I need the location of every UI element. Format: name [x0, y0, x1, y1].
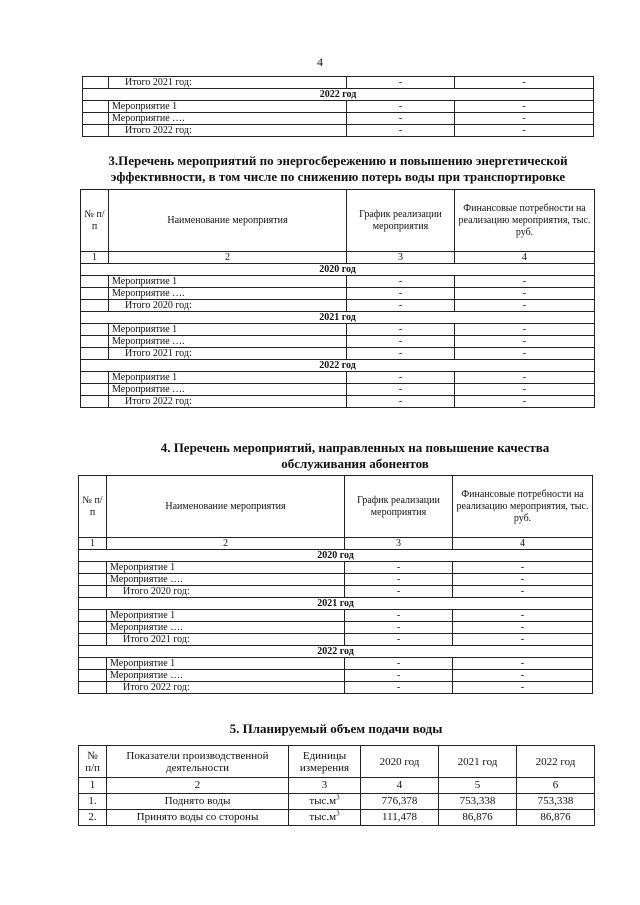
- row-num: [81, 324, 109, 336]
- unit-sup: 3: [336, 809, 340, 818]
- section-5-title: 5. Планируемый объем подачи воды: [229, 721, 443, 736]
- year-label: 2021 год: [81, 312, 595, 324]
- row-label: Мероприятие ….: [109, 288, 347, 300]
- row-num: [79, 622, 107, 634]
- col-number: 1: [81, 252, 109, 264]
- year-label: 2020 год: [81, 264, 595, 276]
- row-indicator: Принято воды со стороны: [107, 810, 289, 826]
- row-num: [81, 288, 109, 300]
- row-finance: -: [453, 574, 593, 586]
- col-indicator-header: Показатели производственной деятельности: [107, 746, 289, 778]
- col-2020-header: 2020 год: [361, 746, 439, 778]
- row-label: Мероприятие 1: [109, 324, 347, 336]
- year-label: 2022 год: [81, 360, 595, 372]
- row-num: [79, 634, 107, 646]
- row-num: [83, 101, 109, 113]
- col-number: 2: [107, 778, 289, 794]
- row-finance: -: [453, 586, 593, 598]
- row-label: Мероприятие 1: [109, 276, 347, 288]
- table-row: [79, 670, 593, 682]
- row-schedule: -: [345, 670, 453, 682]
- table-row: [81, 384, 595, 396]
- row-num: [81, 372, 109, 384]
- year-group-row: [81, 360, 595, 372]
- table-row: [81, 324, 595, 336]
- row-label: Итого 2021 год:: [109, 348, 347, 360]
- row-finance: -: [453, 682, 593, 694]
- row-finance: -: [453, 622, 593, 634]
- row-num: [79, 682, 107, 694]
- row-schedule: -: [345, 658, 453, 670]
- row-unit: [289, 810, 361, 826]
- row-value-2020: 111,478: [361, 810, 439, 826]
- table-row: [81, 336, 595, 348]
- page-number: 4: [317, 55, 323, 69]
- row-finance: -: [453, 610, 593, 622]
- row-label: Итого 2020 год:: [109, 300, 347, 312]
- row-schedule: -: [345, 610, 453, 622]
- year-group-row: [81, 264, 595, 276]
- year-label: 2021 год: [79, 598, 593, 610]
- year-group-row: [81, 312, 595, 324]
- water-supply-table: [78, 745, 595, 826]
- row-finance: -: [455, 324, 595, 336]
- row-label: Итого 2021 год:: [109, 77, 347, 89]
- row-label: Итого 2022 год:: [109, 125, 347, 137]
- row-schedule: -: [347, 300, 455, 312]
- row-value-2022: 753,338: [517, 794, 595, 810]
- col-2022-header: 2022 год: [517, 746, 595, 778]
- row-schedule: -: [345, 622, 453, 634]
- row-num: [79, 610, 107, 622]
- row-schedule: -: [345, 634, 453, 646]
- row-num: [83, 125, 109, 137]
- row-num: [83, 77, 109, 89]
- row-schedule: -: [347, 77, 455, 89]
- col-number: 6: [517, 778, 595, 794]
- row-finance: -: [455, 113, 594, 125]
- year-label: 2022 год: [79, 646, 593, 658]
- row-schedule: -: [347, 324, 455, 336]
- col-number: 1: [79, 538, 107, 550]
- table-row: [79, 562, 593, 574]
- col-number: 3: [345, 538, 453, 550]
- row-schedule: -: [347, 113, 455, 125]
- row-num: [81, 348, 109, 360]
- table-row: [83, 77, 594, 89]
- row-schedule: -: [347, 276, 455, 288]
- row-label: Мероприятие ….: [109, 113, 347, 125]
- row-finance: -: [455, 288, 595, 300]
- row-num: 2.: [79, 810, 107, 826]
- row-label: Мероприятие 1: [107, 562, 345, 574]
- row-schedule: -: [347, 101, 455, 113]
- top-events-table: [82, 76, 594, 137]
- row-finance: -: [453, 658, 593, 670]
- row-num: [81, 396, 109, 408]
- col-number: 4: [361, 778, 439, 794]
- section-4-title: 4. Перечень мероприятий, направленных на повышение качества обслуживания абонентов: [160, 440, 550, 471]
- col-unit-header: Единицы измерения: [289, 746, 361, 778]
- row-schedule: -: [345, 562, 453, 574]
- row-label: Мероприятие 1: [107, 658, 345, 670]
- row-unit: [289, 794, 361, 810]
- table-row: [83, 101, 594, 113]
- row-num: [79, 670, 107, 682]
- table-row: [79, 610, 593, 622]
- row-label: Мероприятие 1: [109, 372, 347, 384]
- row-label: Итого 2020 год:: [107, 586, 345, 598]
- year-group-row: [79, 646, 593, 658]
- year-group-row: [79, 598, 593, 610]
- year-group-row: [83, 89, 594, 101]
- row-num: [79, 586, 107, 598]
- row-schedule: -: [347, 125, 455, 137]
- row-num: [81, 336, 109, 348]
- unit-sup: 3: [336, 793, 340, 802]
- col-number: 5: [439, 778, 517, 794]
- year-label: 2020 год: [79, 550, 593, 562]
- row-finance: -: [455, 396, 595, 408]
- row-num: 1.: [79, 794, 107, 810]
- row-finance: -: [455, 384, 595, 396]
- row-label: Мероприятие ….: [109, 384, 347, 396]
- row-label: Мероприятие ….: [107, 670, 345, 682]
- row-finance: -: [455, 348, 595, 360]
- row-finance: -: [455, 77, 594, 89]
- row-finance: -: [455, 101, 594, 113]
- table-row: [81, 348, 595, 360]
- col-number: 4: [455, 252, 595, 264]
- col-schedule-header: График реализации мероприятия: [345, 476, 453, 538]
- row-value-2020: 776,378: [361, 794, 439, 810]
- row-num: [81, 384, 109, 396]
- table-row: [79, 794, 595, 810]
- table-row: [83, 113, 594, 125]
- unit-text: тыс.м: [309, 811, 337, 823]
- row-label: Мероприятие ….: [109, 336, 347, 348]
- row-label: Мероприятие 1: [107, 610, 345, 622]
- col-number: 2: [109, 252, 347, 264]
- row-finance: -: [455, 336, 595, 348]
- row-finance: -: [455, 372, 595, 384]
- row-value-2021: 753,338: [439, 794, 517, 810]
- row-finance: -: [455, 276, 595, 288]
- row-label: Итого 2022 год:: [109, 396, 347, 408]
- row-num: [81, 276, 109, 288]
- row-label: Итого 2022 год:: [107, 682, 345, 694]
- table-row: [81, 276, 595, 288]
- row-finance: -: [455, 125, 594, 137]
- table-row: [79, 810, 595, 826]
- row-finance: -: [455, 300, 595, 312]
- table-row: [81, 300, 595, 312]
- row-schedule: -: [347, 348, 455, 360]
- row-value-2022: 86,876: [517, 810, 595, 826]
- row-schedule: -: [347, 396, 455, 408]
- row-schedule: -: [345, 586, 453, 598]
- row-finance: -: [453, 562, 593, 574]
- row-num: [81, 300, 109, 312]
- col-num-header: № п/п: [81, 190, 109, 252]
- col-schedule-header: График реализации мероприятия: [347, 190, 455, 252]
- section-3-title: 3.Перечень мероприятий по энергосбережению и повышению энергетической эффективности, в том числе по снижению потерь воды при транспортировке: [108, 153, 568, 184]
- row-label: Мероприятие 1: [109, 101, 347, 113]
- year-group-row: [79, 550, 593, 562]
- col-2021-header: 2021 год: [439, 746, 517, 778]
- col-name-header: Наименование мероприятия: [109, 190, 347, 252]
- row-num: [79, 562, 107, 574]
- service-events-table: [78, 475, 593, 694]
- row-label: Мероприятие ….: [107, 622, 345, 634]
- col-num-header: № п/п: [79, 746, 107, 778]
- table-row: [79, 634, 593, 646]
- row-value-2021: 86,876: [439, 810, 517, 826]
- table-row: [81, 396, 595, 408]
- col-finance-header: Финансовые потребности на реализацию мероприятия, тыс. руб.: [453, 476, 593, 538]
- col-number: 3: [289, 778, 361, 794]
- table-row: [79, 586, 593, 598]
- table-row: [79, 574, 593, 586]
- table-row: [79, 622, 593, 634]
- row-schedule: -: [347, 288, 455, 300]
- row-label: Мероприятие ….: [107, 574, 345, 586]
- table-row: [81, 372, 595, 384]
- row-num: [83, 113, 109, 125]
- table-row: [79, 658, 593, 670]
- row-finance: -: [453, 670, 593, 682]
- row-num: [79, 574, 107, 586]
- row-finance: -: [453, 634, 593, 646]
- col-finance-header: Финансовые потребности на реализацию мероприятия, тыс. руб.: [455, 190, 595, 252]
- row-schedule: -: [347, 336, 455, 348]
- row-schedule: -: [345, 682, 453, 694]
- col-number: 4: [453, 538, 593, 550]
- row-num: [79, 658, 107, 670]
- table-row: [83, 125, 594, 137]
- col-num-header: № п/п: [79, 476, 107, 538]
- table-row: [79, 682, 593, 694]
- row-schedule: -: [345, 574, 453, 586]
- row-indicator: Поднято воды: [107, 794, 289, 810]
- col-name-header: Наименование мероприятия: [107, 476, 345, 538]
- table-row: [81, 288, 595, 300]
- row-schedule: -: [347, 384, 455, 396]
- col-number: 2: [107, 538, 345, 550]
- energy-events-table: [80, 189, 595, 408]
- unit-text: тыс.м: [309, 795, 337, 807]
- col-number: 1: [79, 778, 107, 794]
- year-label: 2022 год: [83, 89, 594, 101]
- row-label: Итого 2021 год:: [107, 634, 345, 646]
- row-schedule: -: [347, 372, 455, 384]
- col-number: 3: [347, 252, 455, 264]
